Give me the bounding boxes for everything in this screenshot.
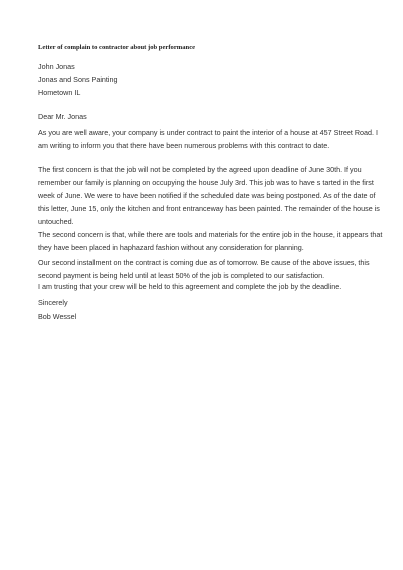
recipient-company: Jonas and Sons Painting [38,75,118,84]
paragraph-2-line-4: this letter, June 15, only the kitchen and front entranceway has been painted. The remainder of the house is [38,204,380,213]
paragraph-2-line-5: untouched. [38,217,74,226]
recipient-name: John Jonas [38,62,75,71]
paragraph-2-line-1: The first concern is that the job will not be completed by the agreed upon deadline of June 30th. If you [38,165,362,174]
paragraph-2-line-2: remember our family is planning on occupying the house July 3rd. This job was to have s tarted in the first [38,178,374,187]
paragraph-1-line-2: am writing to inform you that there have been numerous problems with this contract to date. [38,141,330,150]
closing: Sincerely [38,298,68,307]
paragraph-4-line-2: second payment is being held until at least 50% of the job is completed to our satisfaction. [38,271,325,280]
paragraph-1-line-1: As you are well aware, your company is under contract to paint the interior of a house at 457 Street Road. I [38,128,378,137]
paragraph-2-line-3: week of June. We were to have been notified if the scheduled date was being postponed. As of the date of [38,191,376,200]
salutation: Dear Mr. Jonas [38,112,87,121]
recipient-location: Hometown IL [38,88,81,97]
paragraph-3-line-1: The second concern is that, while there are tools and materials for the entire job in the house, it appears that [38,230,383,239]
paragraph-4-line-3: I am trusting that your crew will be held to this agreement and complete the job by the deadline. [38,282,342,291]
signature-name: Bob Wessel [38,312,77,321]
paragraph-3-line-2: they have been placed in haphazard fashion without any consideration for planning. [38,243,304,252]
paragraph-4-line-1: Our second installment on the contract is coming due as of tomorrow. Be cause of the above issues, this [38,258,370,267]
letter-title: Letter of complain to contractor about job performance [38,44,196,51]
